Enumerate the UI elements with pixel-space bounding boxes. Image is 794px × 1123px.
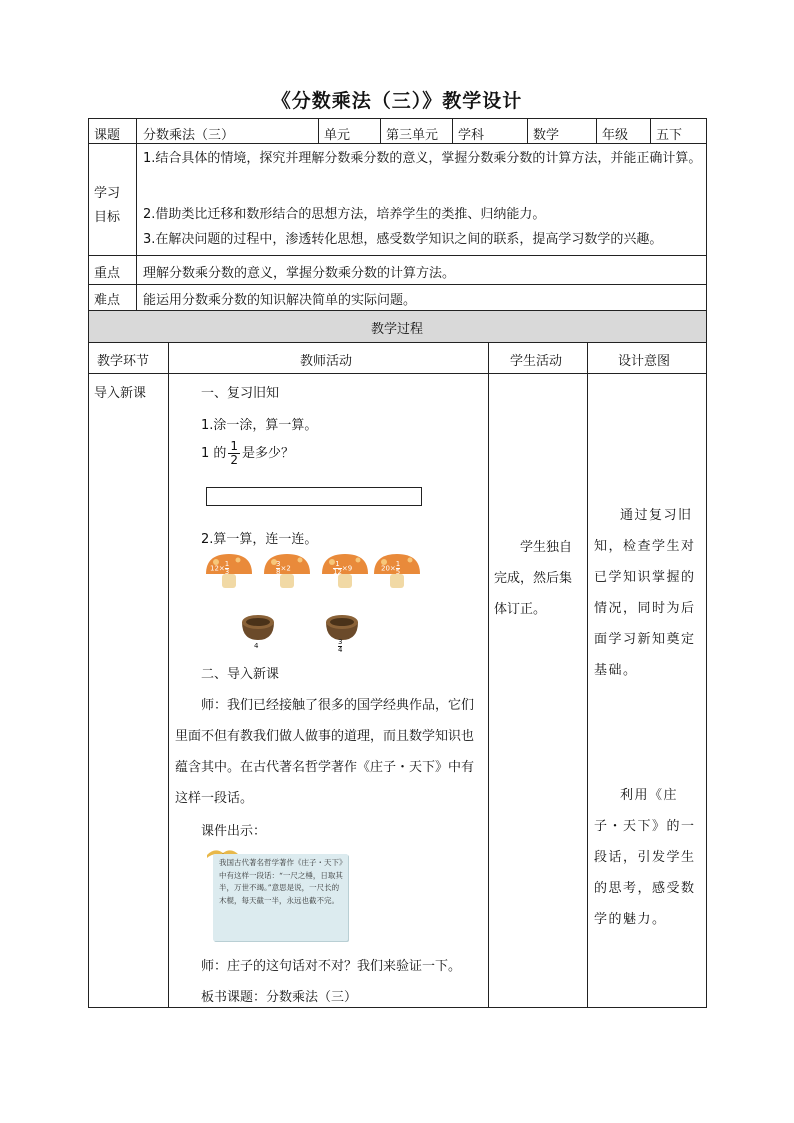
stage-label: 导入新课 xyxy=(94,386,147,401)
task-1: 1.涂一涂，算一算。 xyxy=(201,418,318,433)
basket-1-icon xyxy=(242,615,274,640)
courseware-card xyxy=(205,845,348,941)
goal-item-1: 1.结合具体的情境，探究并理解分数乘分数的意义，掌握分数乘分数的计算方法，并能正确计算。 xyxy=(143,151,702,166)
task-2: 2.算一算，连一连。 xyxy=(201,532,318,547)
grade-value: 五下 xyxy=(656,128,683,143)
basket-row xyxy=(240,608,370,656)
question-suffix: 是多少？ xyxy=(242,446,295,461)
basket-graphics xyxy=(240,608,370,644)
fraction-half: $\frac{1}{2}$ xyxy=(230,439,239,467)
shading-bar[interactable] xyxy=(206,487,422,506)
subject-label: 学科 xyxy=(458,128,485,143)
mushroom-row xyxy=(202,550,422,592)
col-teacher: 教师活动 xyxy=(300,354,353,369)
intent-1: 通过复习旧知，检查学生对已学知识掌握的情况，同时为后面学习新知奠定基础。 xyxy=(594,508,696,678)
grade-label: 年级 xyxy=(602,128,629,143)
mushroom-label-3: $\frac{1}{12}$ ×9 xyxy=(333,560,353,576)
col-intent: 设计意图 xyxy=(618,354,671,369)
courseware-label: 课件出示： xyxy=(201,824,267,839)
basket-label-2: 3 4 xyxy=(338,638,343,654)
basket-label-1: 4 xyxy=(254,642,259,650)
basket-2-icon xyxy=(326,615,358,640)
question-1 xyxy=(201,440,294,467)
review-heading: 一、复习旧知 xyxy=(201,386,280,401)
difficulty-text: 能运用分数乘分数的知识解决简单的实际问题。 xyxy=(143,293,417,308)
topic-value: 分数乘法（三） xyxy=(143,128,235,143)
goals-label-line2: 目标 xyxy=(94,210,121,225)
intro-heading: 二、导入新课 xyxy=(201,667,280,682)
subject-value: 数学 xyxy=(533,128,560,143)
process-header: 教学过程 xyxy=(370,322,423,337)
board-title-line: 板书课题：分数乘法（三） xyxy=(201,990,358,1005)
intent-2: 利用《庄子・天下》的一段话，引发学生的思考，感受数学的魅力。 xyxy=(594,788,696,927)
mushroom-label-1: 12× $\frac{1}{3}$ xyxy=(210,560,230,576)
question-prefix: 1 的 xyxy=(201,446,227,461)
mushroom-label-4: 20× $\frac{1}{5}$ xyxy=(381,560,401,576)
mushroom-label-2: $\frac{3}{8}$ ×2 xyxy=(276,560,291,576)
verify-line: 师：庄子的这句话对不对？我们来验证一下。 xyxy=(201,959,462,974)
difficulty-label: 难点 xyxy=(94,293,121,308)
student-activity: 学生独自完成，然后集体订正。 xyxy=(494,540,573,617)
key-point-text: 理解分数乘分数的意义，掌握分数乘分数的计算方法。 xyxy=(143,266,456,281)
unit-label: 单元 xyxy=(324,128,351,143)
key-point-label: 重点 xyxy=(94,266,121,281)
unit-value: 第三单元 xyxy=(386,128,439,143)
goal-item-2: 2.借助类比迁移和数形结合的思想方法，培养学生的类推、归纳能力。 xyxy=(143,207,546,222)
col-student: 学生活动 xyxy=(510,354,563,369)
topic-label: 课题 xyxy=(94,128,121,143)
teacher-paragraph: 师：我们已经接触了很多的国学经典作品，它们里面不但有教我们做人做事的道理，而且数学知识也蕴含其中。在古代著名哲学著作《庄子・天下》中有这样一段话。 xyxy=(175,698,475,806)
goals-label-line1: 学习 xyxy=(94,186,121,201)
col-stage: 教学环节 xyxy=(97,354,150,369)
goal-item-3: 3.在解决问题的过程中，渗透转化思想，感受数学知识之间的联系，提高学习数学的兴趣。 xyxy=(143,232,663,247)
card-text: 我国古代著名哲学著作《庄子・天下》中有这样一段话：“一尺之棰，日取其半，万世不竭。”意思是说，一尺长的木棍，每天截一半，永远也截不完。 xyxy=(219,858,343,905)
doc-title: 《分数乘法（三）》教学设计 xyxy=(271,90,523,112)
